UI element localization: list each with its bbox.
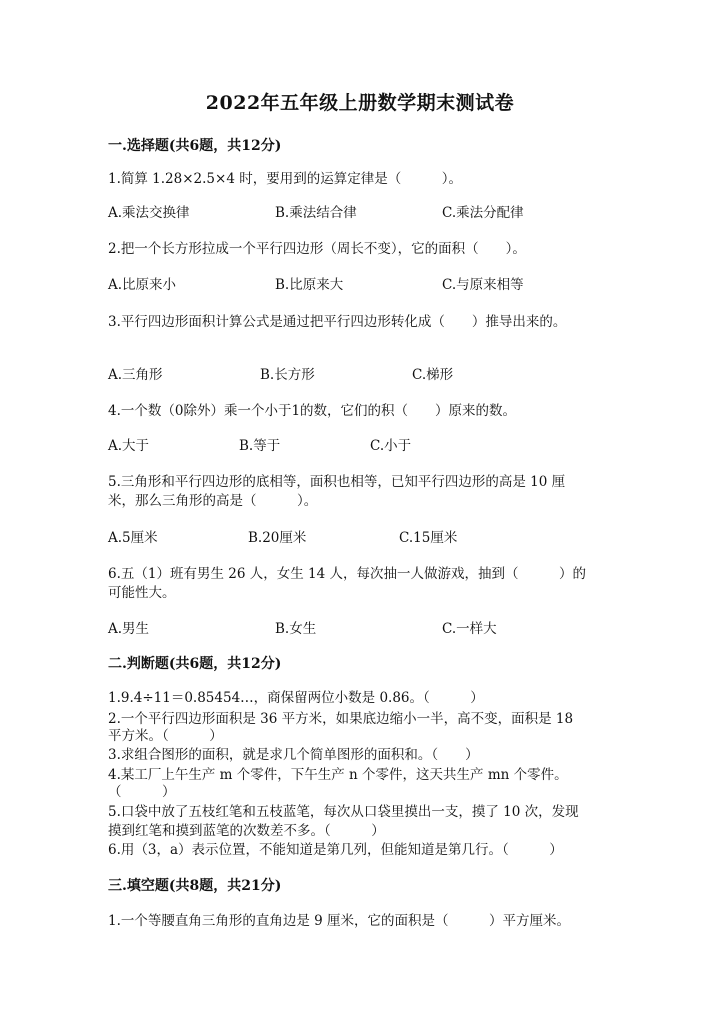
judgement-line: 1.9.4÷11＝0.85454…，商保留两位小数是 0.86。（ ） [108, 690, 484, 706]
option-b: B.20厘米 [248, 530, 307, 546]
question-stem: 2.把一个长方形拉成一个平行四边形（周长不变），它的面积（ ）。 [108, 241, 526, 257]
option-c: C.梯形 [412, 367, 454, 383]
option-b: B.比原来大 [275, 277, 344, 293]
judgement-line: 6.用（3，a）表示位置，不能知道是第几列，但能知道是第几行。（ ） [108, 842, 563, 858]
fill-in-line: 1.一个等腰直角三角形的直角边是 9 厘米，它的面积是（ ）平方厘米。 [108, 913, 571, 929]
judgement-line: 平方米。（ ） [108, 728, 223, 744]
question-stem-continued: 米，那么三角形的高是（ ）。 [108, 493, 318, 509]
question-stem: 1.简算 1.28×2.5×4 时，要用到的运算定律是（ ）。 [108, 171, 462, 187]
option-a: A.大于 [108, 438, 150, 454]
option-c: C.15厘米 [399, 530, 458, 546]
judgement-line: 5.口袋中放了五枝红笔和五枝蓝笔，每次从口袋里摸出一支，摸了 10 次，发现 [108, 804, 579, 820]
question-stem: 6.五（1）班有男生 26 人，女生 14 人，每次抽一人做游戏，抽到（ ）的 [108, 566, 586, 582]
judgement-line: 摸到红笔和摸到蓝笔的次数差不多。（ ） [108, 823, 385, 839]
judgement-line: 4.某工厂上午生产 m 个零件，下午生产 n 个零件，这天共生产 mn 个零件。 [108, 767, 568, 783]
option-b: B.女生 [275, 621, 317, 637]
section-heading-true-false: 二.判断题(共6题，共12分) [108, 656, 282, 672]
judgement-line: （ ） [108, 784, 176, 800]
judgement-line: 2.一个平行四边形面积是 36 平方米，如果底边缩小一半，高不变，面积是 18 [108, 711, 574, 727]
option-b: B.乘法结合律 [275, 205, 357, 221]
option-a: A.男生 [108, 621, 150, 637]
section-heading-multiple-choice: 一.选择题(共6题，共12分) [108, 138, 282, 154]
option-a: A.比原来小 [108, 277, 177, 293]
page-title: 2022年五年级上册数学期末测试卷 [205, 92, 515, 114]
option-c: C.与原来相等 [442, 277, 524, 293]
question-stem: 4.一个数（0除外）乘一个小于1的数，它们的积（ ）原来的数。 [108, 403, 517, 419]
option-a: A.三角形 [108, 367, 163, 383]
option-a: A.乘法交换律 [108, 205, 190, 221]
question-stem: 5.三角形和平行四边形的底相等，面积也相等，已知平行四边形的高是 10 厘 [108, 474, 566, 490]
option-a: A.5厘米 [108, 530, 158, 546]
option-c: C.一样大 [442, 621, 497, 637]
question-stem: 3.平行四边形面积计算公式是通过把平行四边形转化成（ ）推导出来的。 [108, 314, 567, 330]
option-c: C.小于 [370, 438, 412, 454]
option-b: B.等于 [239, 438, 281, 454]
option-c: C.乘法分配律 [442, 205, 524, 221]
section-heading-fill-in: 三.填空题(共8题，共21分) [108, 878, 282, 894]
judgement-line: 3.求组合图形的面积，就是求几个简单图形的面积和。（ ） [108, 747, 479, 763]
option-b: B.长方形 [260, 367, 315, 383]
question-stem-continued: 可能性大。 [108, 585, 176, 601]
